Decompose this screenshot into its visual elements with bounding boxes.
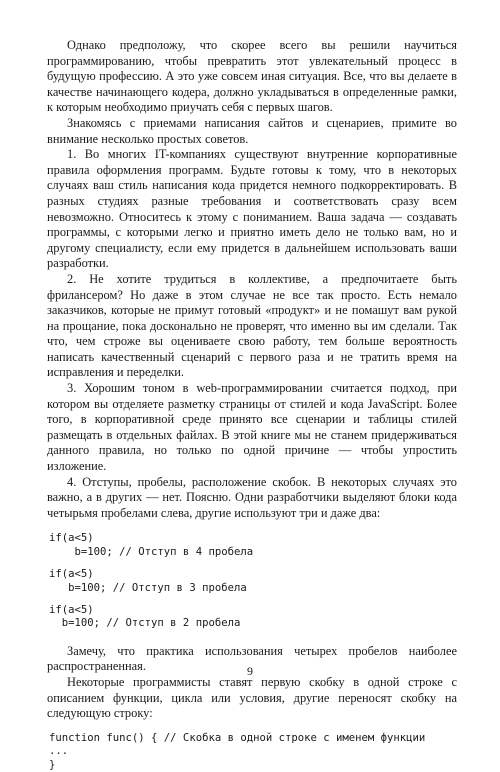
paragraph-tip-1: 1. Во многих IT-компаниях существуют внутренние корпоративные правила оформления программ. Будьте готовы к тому, что в некоторых случаях ваш стиль написания кода придется немного подкорректировать. В разных студиях разные требования и соответствовать сразу всем невозможно. Относитесь к этому с пониманием. Ваша задача — создавать программы, с которыми легко и приятно иметь дело не только вам, но и другому специалисту, если ему придется в дальнейшем использовать ваши разработки. <box>47 147 457 271</box>
code-example-indent-3: if(a<5) b=100; // Отступ в 3 пробела <box>49 568 247 594</box>
page-number: 9 <box>247 664 253 678</box>
paragraph-tip-3: 3. Хорошим тоном в web-программировании считается подход, при котором вы отделяете разметку страницы от стилей и кода JavaScript. Более того, в корпоративной среде принято все сценарии и таблицы стилей размещать в отдельных файлах. В этой книге мы не станем придерживаться данного правила, но только по одной причине — чтобы упростить изложение. <box>47 381 457 474</box>
code-example-indent-4: if(a<5) b=100; // Отступ в 4 пробела <box>49 532 254 558</box>
paragraph-four-spaces: Замечу, что практика использования четырех пробелов наиболее распространенная. <box>47 643 457 674</box>
paragraph-brace-placement: Некоторые программисты ставят первую скобку в одной строке с описанием функции, цикла или условия, другие переносят скобку на следующую строку: <box>47 675 457 721</box>
paragraph-intro: Однако предположу, что скорее всего вы решили научиться программированию, чтобы превратить этот увлекательный процесс в будущую профессию. А это уже совсем иная ситуация. Все, что вы делаете в качестве начинающего кодера, должно укладываться в определенные рамки, к которым необходимо приучать себя с первых шагов. <box>47 38 457 115</box>
paragraph-tip-4: 4. Отступы, пробелы, расположение скобок. В некоторых случаях это важно, а в других — нет. Поясню. Одни разработчики выделяют блоки кода четырьмя пробелами слева, другие используют три и даже два: <box>47 474 457 520</box>
paragraph-tip-2: 2. Не хотите трудиться в коллективе, а предпочитаете быть фрилансером? Но даже в этом случае не все так просто. Есть немало заказчиков, которые не примут готовый «продукт» и не помашут вам рукой на прощание, пока досконально не проверят, что именно вы им сделали. Так что, чем строже вы оцениваете свою работу, тем больше вероятность написать качественный сценарий с первого раза и не тратить время на исправления и переделки. <box>47 271 457 380</box>
paragraph-advice-lead: Знакомясь с приемами написания сайтов и сценариев, примите во внимание несколько простых советов. <box>47 115 457 146</box>
code-example-function-brace: function func() { // Скобка в одной строке с именем функции ... } <box>49 731 426 771</box>
code-example-indent-2: if(a<5) b=100; // Отступ в 2 пробела <box>49 604 241 630</box>
page-body <box>47 38 457 772</box>
